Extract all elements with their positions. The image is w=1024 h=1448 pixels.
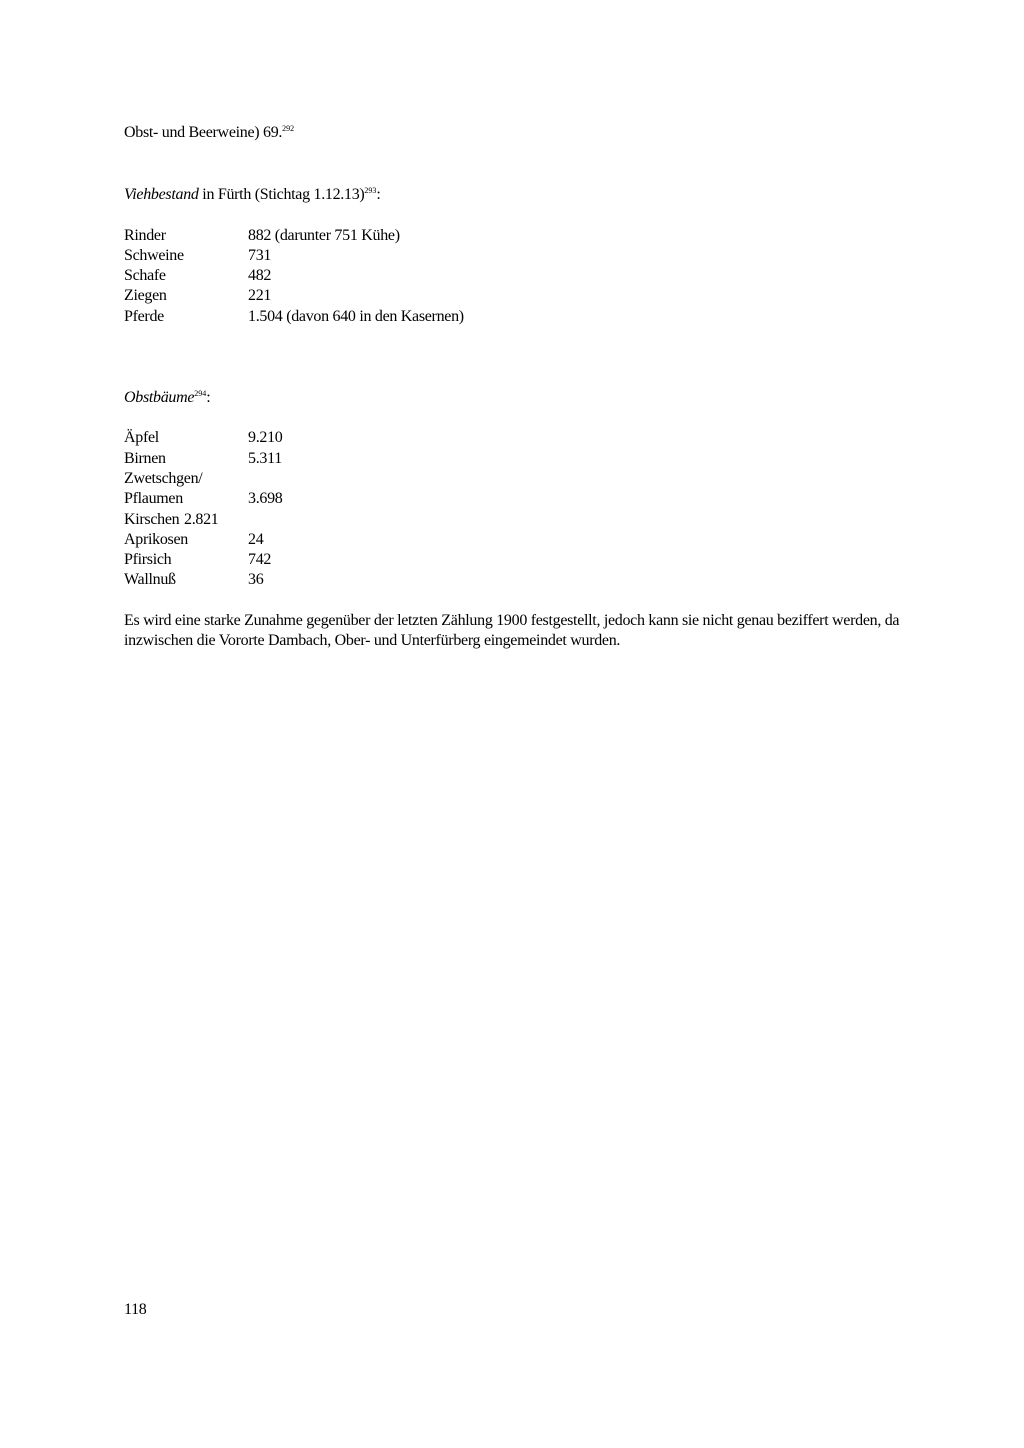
fruit-tree-label: Kirschen	[124, 511, 180, 528]
intro-line	[124, 123, 294, 143]
fruit-tree-label: Wallnuß	[124, 571, 176, 588]
fruit-tree-value: 742	[248, 551, 272, 568]
body-paragraph: Es wird eine starke Zunahme gegenüber der letzten Zählung 1900 festgestellt, jedoch kann sie nicht genau beziffert werden, da inzwischen die Vororte Dambach, Ober- und Unterfürberg eingemeindet wurden.	[124, 612, 900, 649]
fruit-trees-heading-italic: Obstbäume	[124, 389, 195, 406]
livestock-value: 221	[248, 287, 272, 304]
livestock-value: 482	[248, 267, 272, 284]
fruit-trees-heading-colon: :	[206, 389, 211, 406]
livestock-label: Pferde	[124, 308, 164, 325]
footnote-292: 292	[282, 124, 295, 133]
page-number: 118	[124, 1301, 147, 1318]
fruit-tree-value: 9.210	[248, 429, 283, 446]
livestock-heading-italic: Viehbestand	[124, 186, 199, 203]
livestock-label: Schweine	[124, 247, 184, 264]
livestock-label: Ziegen	[124, 287, 167, 304]
livestock-heading-rest: in Fürth (Stichtag 1.12.13)	[198, 186, 365, 203]
fruit-tree-label: Birnen	[124, 450, 166, 467]
fruit-tree-label: Aprikosen	[124, 531, 188, 548]
intro-text: Obst- und Beerweine) 69.	[124, 124, 283, 141]
fruit-tree-value: 3.698	[248, 490, 283, 507]
footnote-293: 293	[364, 186, 377, 195]
livestock-label: Rinder	[124, 227, 166, 244]
fruit-trees-heading	[124, 388, 210, 408]
livestock-value: 882 (darunter 751 Kühe)	[248, 227, 400, 244]
fruit-tree-value: 36	[248, 571, 264, 588]
fruit-tree-label: Pflaumen	[124, 490, 183, 507]
fruit-tree-label: Äpfel	[124, 429, 159, 446]
livestock-value: 731	[248, 247, 272, 264]
fruit-tree-label: Zwetschgen/	[124, 470, 203, 487]
footnote-294: 294	[194, 389, 207, 398]
fruit-tree-value: 2.821	[184, 511, 219, 528]
livestock-heading-colon: :	[376, 186, 381, 203]
livestock-value: 1.504 (davon 640 in den Kasernen)	[248, 308, 464, 325]
fruit-tree-label: Pfirsich	[124, 551, 172, 568]
fruit-tree-value: 5.311	[248, 450, 282, 467]
fruit-tree-value: 24	[248, 531, 264, 548]
livestock-heading	[124, 185, 381, 205]
livestock-label: Schafe	[124, 267, 166, 284]
